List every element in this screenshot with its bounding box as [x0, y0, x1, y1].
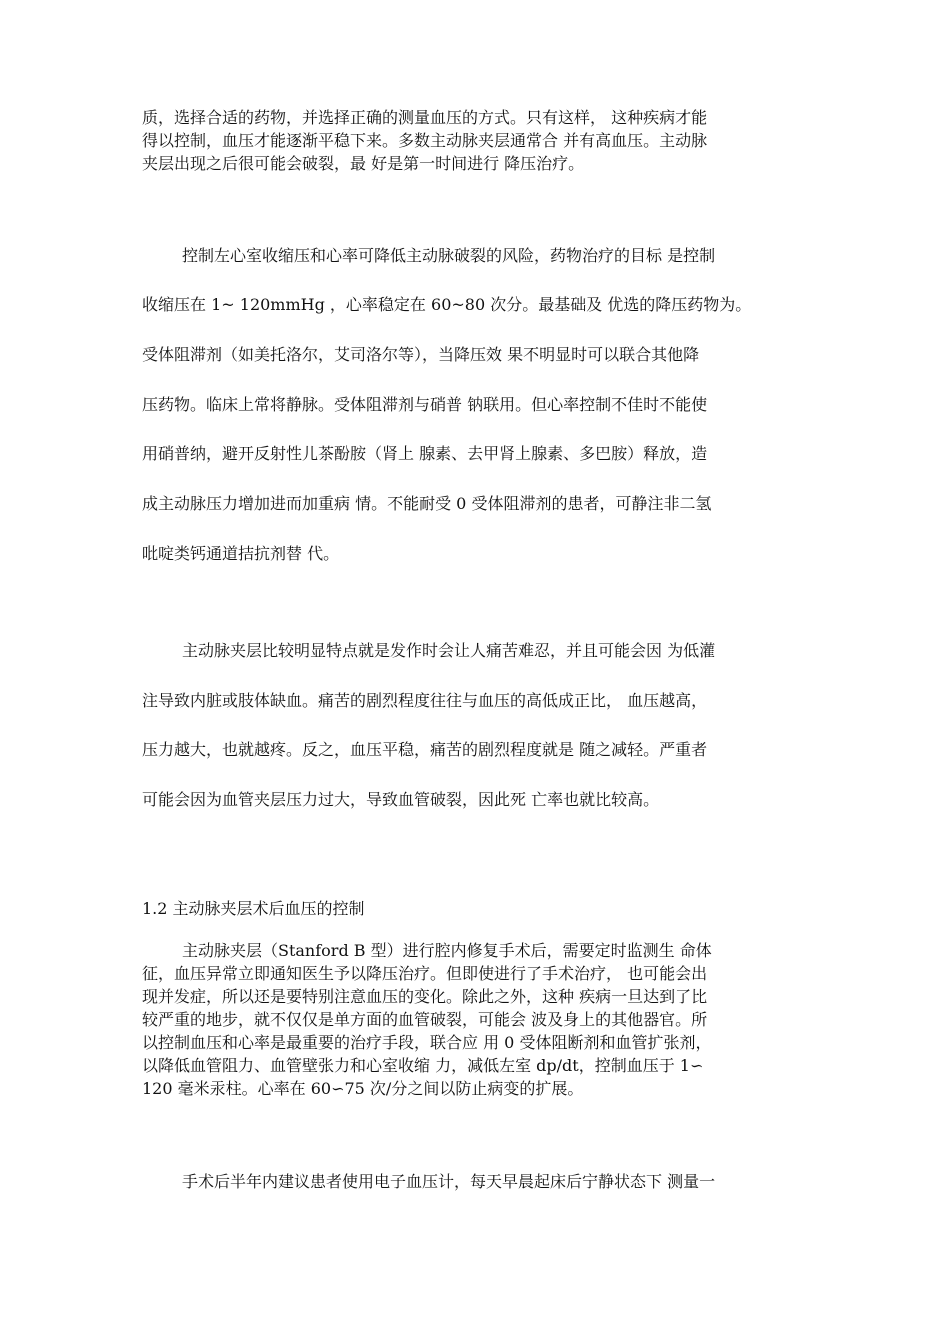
text-line: 较严重的地步，就不仅仅是单方面的血管破裂，可能会 波及身上的其他器官。所 — [142, 1010, 708, 1029]
text-line: 得以控制，血压才能逐渐平稳下来。多数主动脉夹层通常合 并有高血压。主动脉 — [142, 131, 708, 150]
text-line: 现并发症，所以还是要特别注意血压的变化。除此之外，这种 疾病一旦达到了比 — [142, 987, 708, 1006]
text-line: 压力越大，也就越疼。反之，血压平稳，痛苦的剧烈程度就是 随之减轻。严重者 — [142, 740, 708, 759]
text-line: 吡啶类钙通道拮抗剂替 代。 — [142, 544, 340, 563]
text-line: 受体阻滞剂（如美托洛尔，艾司洛尔等），当降压效 果不明显时可以联合其他降 — [142, 345, 700, 364]
text-line: 控制左心室收缩压和心率可降低主动脉破裂的风险，药物治疗的目标 是控制 — [182, 246, 716, 265]
text-line: 手术后半年内建议患者使用电子血压计，每天早晨起床后宁静状态下 测量一 — [182, 1172, 716, 1191]
text-line: 压药物。临床上常将静脉。受体阻滞剂与硝普 钠联用。但心率控制不佳时不能使 — [142, 395, 708, 414]
text-line: 成主动脉压力增加进而加重病 情。不能耐受 0 受体阻滞剂的患者，可静注非二氢 — [142, 494, 712, 513]
text-line: 夹层出现之后很可能会破裂，最 好是第一时间进行 降压治疗。 — [142, 154, 585, 173]
text-line: 注导致内脏或肢体缺血。痛苦的剧烈程度往往与血压的高低成正比， 血压越高， — [142, 691, 708, 710]
text-line: 主动脉夹层（Stanford B 型）进行腔内修复手术后，需要定时监测生 命体 — [182, 941, 712, 960]
text-line: 质，选择合适的药物，并选择正确的测量血压的方式。只有这样， 这种疾病才能 — [142, 108, 708, 127]
text-line: 120 毫米汞柱。心率在 60∽75 次/分之间以防止病变的扩展。 — [142, 1079, 584, 1098]
text-line: 征，血压异常立即通知医生予以降压治疗。但即使进行了手术治疗， 也可能会出 — [142, 964, 708, 983]
text-line: 主动脉夹层比较明显特点就是发作时会让人痛苦难忍，并且可能会因 为低灌 — [182, 641, 716, 660]
text-line: 可能会因为血管夹层压力过大，导致血管破裂，因此死 亡率也就比较高。 — [142, 790, 660, 809]
text-line: 收缩压在 1~ 120mmHg ，心率稳定在 60~80 次分。最基础及 优选的降压药物为。 — [142, 295, 752, 314]
text-line: 以控制血压和心率是最重要的治疗手段，联合应 用 0 受体阻断剂和血管扩张剂， — [142, 1033, 712, 1052]
text-line: 以降低血管阻力、血管壁张力和心室收缩 力，减低左室 dp/dt，控制血压于 1∽ — [142, 1056, 704, 1075]
text-line: 用硝普纳，避开反射性儿茶酚胺（肾上 腺素、去甲肾上腺素、多巴胺）释放，造 — [142, 444, 708, 463]
section-heading: 1.2 主动脉夹层术后血压的控制 — [142, 899, 365, 918]
